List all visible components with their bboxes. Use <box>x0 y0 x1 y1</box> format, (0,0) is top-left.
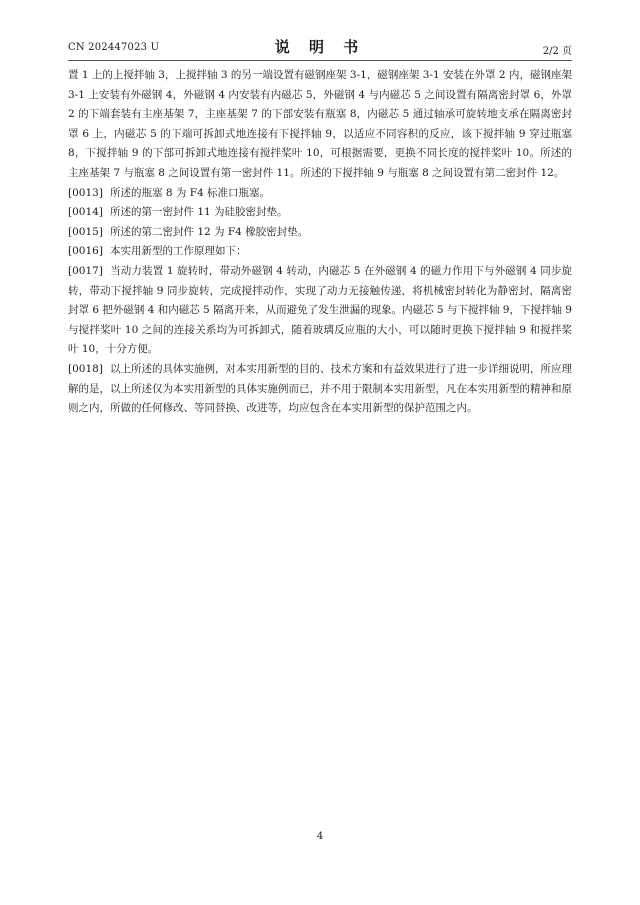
paragraph-text: 所述的瓶塞 8 为 F4 标准口瓶塞。 <box>110 186 270 199</box>
page-number: 4 <box>316 831 324 842</box>
paragraph-0015 <box>68 223 572 243</box>
paragraph-text: 所述的第二密封件 12 为 F4 橡胶密封垫。 <box>110 225 309 238</box>
paragraph-text: 以上所述的具体实施例，对本实用新型的目的、技术方案和有益效果进行了进一步详细说明，所应理解的是，以上所述仅为本实用新型的具体实施例而已，并不用于限制本实用新型，凡在本实用新型的精神和原则之内，所做的任何修改、等同替换、改进等，均应包含在本实用新型的保护范围之内。 <box>68 362 572 415</box>
paragraph-number: [0013] <box>68 186 103 199</box>
paragraph-text: 当动力装置 1 旋转时，带动外磁钢 4 转动，内磁芯 5 在外磁钢 4 的磁力作用下与外磁钢 4 同步旋转，带动下搅拌轴 9 同步旋转，完成搅拌动作，实现了动力无接触传递，将机械密封转化为静密封，隔离密封罩 6 把外磁钢 4 和内磁芯 5 隔离开来，从而避免了发生泄漏的现象。内磁芯 5 与下搅拌轴 9，下搅拌轴 9 与搅拌桨叶 10 之间的连接关系均为可拆卸式，随着玻璃反应瓶的大小，可以随时更换下搅拌轴 9 和搅拌桨叶 10，十分方便。 <box>68 264 572 356</box>
paragraph-number: [0017] <box>68 264 103 277</box>
paragraph-0014 <box>68 203 572 223</box>
paragraph-number: [0016] <box>68 245 103 258</box>
paragraph-0013 <box>68 184 572 204</box>
paragraph-text: 本实用新型的工作原理如下： <box>110 245 247 258</box>
page-header <box>68 36 572 58</box>
header-divider <box>68 60 572 61</box>
paragraph-0016 <box>68 242 572 262</box>
paragraph-number: [0018] <box>68 362 103 375</box>
continuation-paragraph: 置 1 上的上搅拌轴 3，上搅拌轴 3 的另一端设置有磁钢座架 3-1，磁钢座架 3-1 安装在外罩 2 内，磁钢座架 3-1 上安装有外磁钢 4，外磁钢 4 内安装有内磁芯 5，外磁钢 4 与内磁芯 5 之间设置有隔离密封罩 6，外罩 2 的下端套装有主座基架 7，主座基架 7 的下部安装有瓶塞 8，内磁芯 5 通过轴承可旋转地支承在隔离密封罩 6 上，内磁芯 5 的下端可拆卸式地连接有下搅拌轴 9，以适应不同容积的反应，该下搅拌轴 9 穿过瓶塞 8，下搅拌轴 9 的下部可拆卸式地连接有搅拌桨叶 10，可根据需要，更换不同长度的搅拌桨叶 10。所述的主座基架 7 与瓶塞 8 之间设置有第一密封件 11。所述的下搅拌轴 9 与瓶塞 8 之间设置有第二密封件 12。 <box>68 69 572 179</box>
paragraph-number: [0014] <box>68 206 103 219</box>
paragraph-number: [0015] <box>68 225 103 238</box>
paragraph-0017 <box>68 262 572 360</box>
document-body <box>68 66 572 419</box>
publication-number: CN 202447023 U <box>68 42 160 53</box>
paragraph-text: 所述的第一密封件 11 为硅胶密封垫。 <box>110 206 288 219</box>
paragraph-0018 <box>68 360 572 419</box>
page-indicator: 2/2 页 <box>542 46 572 57</box>
section-title: 说 明 书 <box>274 38 366 56</box>
